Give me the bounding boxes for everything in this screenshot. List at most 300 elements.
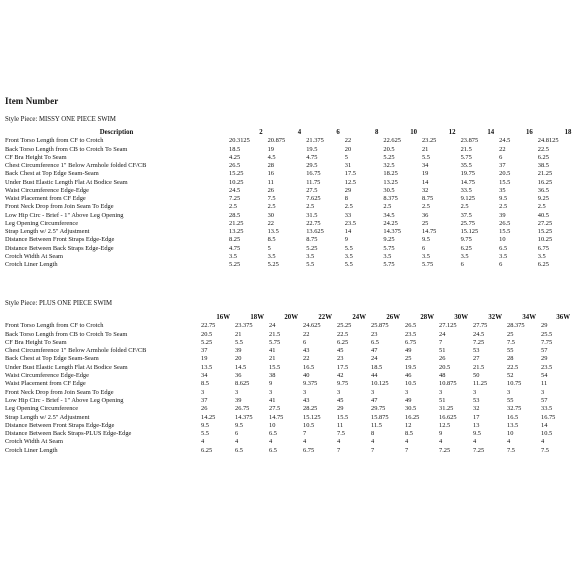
measurement-label: Front Torso Length from CF to Crotch (5, 137, 104, 145)
measurement-value: 6 (499, 153, 503, 161)
measurement-value: 20.5 (499, 170, 511, 178)
measurement-value: 19.5 (306, 145, 318, 153)
measurement-value: 15.875 (371, 413, 389, 421)
measurement-value: 22.5 (537, 145, 549, 153)
measurement-value: 20.5 (201, 330, 213, 338)
measurement-value: 21.25 (537, 170, 553, 178)
measurement-value: 22 (267, 219, 274, 227)
measurement-value: 4 (303, 438, 307, 446)
measurement-value: 9.5 (499, 195, 508, 202)
size-header: 4 (297, 129, 302, 136)
measurement-value: 37 (499, 162, 506, 169)
measurement-value: 3 (371, 388, 375, 396)
measurement-value: 3.5 (229, 252, 238, 260)
measurement-value: 44 (371, 372, 378, 380)
measurement-label: Back Chest at Top Edge Seam-Seam (5, 355, 99, 363)
measurement-value: 55 (507, 347, 514, 355)
measurement-value: 28.25 (303, 405, 318, 413)
measurement-value: 19 (267, 145, 274, 153)
measurement-value: 9.25 (383, 236, 395, 244)
measurement-value: 17.5 (337, 363, 349, 371)
measurement-value: 2.5 (267, 203, 276, 211)
measurement-value: 5.75 (383, 244, 395, 252)
measurement-value: 16.625 (439, 413, 457, 421)
measurement-value: 23.5 (541, 363, 553, 371)
measurement-label: Under Bust Elastic Length Flat At Bodice Seam (5, 178, 128, 186)
table-row (4, 430, 574, 438)
measurement-value: 3 (303, 388, 307, 396)
table-row (4, 236, 575, 244)
measurement-value: 42 (337, 372, 344, 380)
measurement-value: 9.375 (303, 380, 318, 388)
measurement-value: 25 (405, 355, 412, 363)
measurement-value: 26 (201, 405, 208, 413)
measurement-value: 26 (439, 355, 446, 363)
measurement-value: 7 (371, 446, 375, 454)
measurement-value: 11 (267, 178, 274, 186)
measurement-value: 3.5 (383, 252, 392, 260)
measurement-value: 9 (344, 236, 348, 244)
size-header: 34W (522, 314, 536, 321)
measurement-label: Chest Circumference 1" Below Armhole folded CF/CB (5, 162, 147, 169)
measurement-value: 13.5 (267, 228, 279, 235)
measurement-value: 4 (337, 438, 341, 446)
measurement-value: 10.5 (541, 430, 553, 438)
size-header: 36W (556, 314, 570, 321)
measurement-value: 23.375 (235, 322, 253, 330)
measurement-value: 13 (473, 421, 480, 429)
measurement-value: 7.25 (473, 338, 485, 346)
measurement-value: 20 (344, 145, 352, 153)
measurement-value: 41 (269, 347, 276, 355)
measurement-value: 30 (267, 211, 274, 219)
measurement-value: 25 (507, 330, 514, 338)
table-row (4, 228, 575, 236)
measurement-value: 6 (421, 244, 426, 252)
measurement-value: 54 (541, 372, 548, 380)
measurement-value: 3.5 (460, 252, 469, 260)
measurement-value: 19 (421, 170, 429, 178)
measurement-label: Distance Between Back Straps Edge-Edge (5, 244, 114, 252)
measurement-value: 10.875 (439, 380, 457, 388)
measurement-value: 25 (421, 219, 429, 227)
size-header: 12 (448, 129, 456, 136)
table-row (4, 389, 574, 397)
measurement-label: Front Torso Length from CF to Crotch (5, 322, 104, 330)
measurement-value: 26.5 (499, 219, 511, 227)
measurement-value: 2.5 (537, 203, 546, 211)
measurement-value: 14.375 (235, 413, 253, 421)
measurement-value: 37.5 (460, 211, 472, 219)
measurement-value: 49 (405, 347, 412, 355)
measurement-value: 4 (371, 438, 375, 446)
measurement-value: 23.5 (344, 219, 356, 227)
measurement-value: 8.625 (235, 380, 250, 388)
measurement-value: 36 (421, 211, 429, 219)
measurement-value: 7.25 (229, 195, 241, 202)
measurement-label: Distance Between Front Straps Edge-Edge (5, 421, 115, 429)
measurement-value: 21.25 (229, 219, 244, 227)
measurement-value: 16 (267, 170, 274, 178)
measurement-label: Crotch Liner Length (5, 261, 58, 268)
measurement-value: 6.5 (269, 430, 277, 438)
measurement-value: 9.75 (460, 236, 472, 244)
measurement-value: 11.25 (473, 380, 488, 388)
measurement-value: 9.5 (421, 236, 430, 244)
table-row (4, 372, 574, 380)
measurement-value: 3 (201, 388, 205, 396)
measurement-value: 5 (344, 153, 348, 161)
measurement-value: 5.5 (421, 153, 430, 161)
measurement-value: 5.75 (383, 261, 395, 268)
measurement-value: 6.5 (371, 338, 379, 346)
missy-size-table (4, 129, 575, 269)
measurement-value: 6.75 (303, 446, 315, 454)
measurement-value: 9 (269, 380, 273, 388)
measurement-value: 4 (541, 438, 545, 446)
measurement-value: 22 (499, 145, 506, 153)
measurement-value: 11 (541, 380, 548, 388)
measurement-value: 23.875 (460, 137, 479, 145)
measurement-value: 24.625 (303, 322, 321, 330)
measurement-value: 11.75 (306, 178, 321, 186)
measurement-value: 39 (499, 211, 506, 219)
measurement-value: 6 (235, 430, 239, 438)
measurement-value: 9.5 (473, 430, 481, 438)
measurement-value: 21 (235, 330, 242, 338)
measurement-value: 36 (235, 372, 242, 380)
measurement-value: 6.5 (269, 446, 277, 454)
measurement-value: 28.5 (229, 211, 241, 219)
measurement-value: 3 (439, 388, 443, 396)
measurement-label: Crotch Width At Seam (5, 252, 64, 260)
measurement-value: 24.25 (383, 219, 398, 227)
measurement-value: 2.5 (229, 203, 238, 211)
measurement-value: 14.75 (460, 178, 475, 186)
measurement-value: 12.5 (344, 178, 356, 186)
measurement-value: 37 (201, 396, 208, 404)
measurement-value: 16.75 (541, 413, 556, 421)
measurement-value: 7.5 (541, 446, 549, 454)
description-header (4, 314, 200, 322)
measurement-value: 33.5 (541, 405, 553, 413)
measurement-value: 15.25 (229, 170, 244, 178)
measurement-value: 33.5 (460, 186, 472, 194)
size-header: 8 (374, 129, 379, 136)
measurement-value: 29 (344, 186, 352, 194)
item-number-heading: Item Number (5, 96, 59, 106)
measurement-value: 53 (473, 347, 480, 355)
measurement-value: 26.5 (405, 322, 417, 330)
measurement-value: 15.5 (269, 363, 281, 371)
measurement-value: 33 (344, 211, 352, 219)
measurement-value: 32 (421, 186, 429, 194)
table-row (4, 261, 575, 269)
size-header: 20W (284, 314, 298, 321)
measurement-value: 51 (439, 396, 446, 404)
measurement-value: 13.5 (201, 363, 213, 371)
measurement-value: 2.5 (344, 203, 353, 211)
measurement-value: 8.25 (229, 236, 241, 244)
measurement-value: 57 (541, 396, 548, 404)
measurement-value: 37 (201, 347, 208, 355)
measurement-value: 9.5 (201, 421, 209, 429)
measurement-label: Distance Between Front Straps Edge-Edge (5, 236, 115, 244)
measurement-value: 23.5 (405, 330, 417, 338)
measurement-label: Leg Opening Circumference (5, 219, 79, 227)
measurement-value: 20.3125 (229, 137, 250, 145)
measurement-value: 26 (267, 186, 274, 194)
measurement-label: Distance Between Back Straps-PLUS Edge-Edge (5, 430, 132, 438)
measurement-value: 45 (337, 396, 344, 404)
measurement-value: 17 (473, 413, 480, 421)
measurement-value: 3.5 (499, 252, 508, 260)
measurement-value: 5.25 (229, 261, 241, 268)
measurement-value: 4 (269, 438, 273, 446)
measurement-value: 45 (337, 347, 344, 355)
measurement-value: 26.5 (229, 162, 241, 169)
measurement-value: 18.5 (229, 145, 241, 153)
measurement-value: 13.5 (507, 421, 519, 429)
measurement-label: CF Bra Height To Seam (5, 338, 67, 346)
measurement-value: 10.125 (371, 380, 389, 388)
measurement-label: Back Chest at Top Edge Seam-Seam (5, 170, 99, 178)
table-row (4, 146, 575, 154)
measurement-value: 8.75 (421, 195, 434, 202)
measurement-value: 29.5 (306, 162, 318, 169)
measurement-value: 2.5 (306, 203, 315, 211)
size-header: 30W (454, 314, 468, 321)
measurement-label: Front Neck Drop from Join Seam To Edge (5, 388, 114, 396)
table-row (4, 170, 575, 178)
measurement-value: 4.75 (306, 153, 318, 161)
measurement-value: 31.25 (439, 405, 454, 413)
measurement-value: 4.5 (267, 153, 276, 161)
measurement-value: 23.25 (421, 137, 437, 145)
measurement-value: 15.5 (499, 228, 511, 235)
table-row (4, 195, 575, 203)
size-header: 2 (259, 129, 263, 136)
measurement-value: 3.5 (306, 252, 315, 260)
measurement-value: 43 (303, 396, 310, 404)
measurement-value: 27.5 (306, 186, 318, 194)
measurement-value: 15.125 (303, 413, 321, 421)
measurement-value: 28 (267, 162, 274, 169)
measurement-value: 8.5 (267, 236, 276, 244)
measurement-value: 24 (371, 355, 378, 363)
measurement-value: 8.5 (201, 380, 209, 388)
measurement-value: 16.25 (405, 413, 420, 421)
measurement-value: 7.75 (541, 338, 553, 346)
measurement-value: 32 (473, 405, 480, 413)
plus-style-label: Style Piece: PLUS ONE PIECE SWIM (5, 300, 113, 307)
measurement-value: 22.75 (201, 322, 216, 330)
size-header: 24W (352, 314, 366, 321)
measurement-value: 55 (507, 396, 514, 404)
measurement-value: 4 (201, 438, 205, 446)
measurement-value: 4.75 (229, 244, 241, 252)
measurement-value: 39 (235, 347, 242, 355)
measurement-value: 16.25 (537, 178, 553, 186)
measurement-value: 3 (337, 388, 341, 396)
table-row (4, 212, 575, 220)
measurement-value: 34 (421, 162, 429, 169)
measurement-value: 3.5 (537, 252, 546, 260)
measurement-value: 28 (507, 355, 514, 363)
measurement-label: Waist Circumference Edge-Edge (5, 186, 89, 194)
measurement-value: 7 (405, 446, 409, 454)
measurement-value: 4 (235, 438, 239, 446)
measurement-value: 17.5 (344, 170, 356, 178)
measurement-value: 24.5 (499, 137, 511, 145)
measurement-value: 28.375 (507, 322, 525, 330)
measurement-value: 49 (405, 396, 412, 404)
measurement-value: 10 (507, 430, 514, 438)
measurement-label: Leg Opening Circumference (5, 405, 79, 413)
table-row (4, 245, 575, 253)
table-row (4, 447, 574, 455)
table-row (4, 322, 574, 330)
measurement-value: 7.25 (473, 446, 485, 454)
measurement-label: Low Hip Circ - Brief - 1" Above Leg Opening (5, 211, 124, 219)
measurement-value: 4.25 (229, 153, 241, 161)
size-header: 22W (318, 314, 332, 321)
measurement-value: 4 (405, 438, 409, 446)
measurement-value: 5.25 (267, 261, 279, 268)
measurement-value: 22.5 (507, 363, 519, 371)
measurement-value: 47 (371, 396, 378, 404)
measurement-value: 43 (303, 347, 310, 355)
measurement-value: 14 (421, 178, 429, 186)
measurement-value: 5 (267, 244, 271, 252)
measurement-value: 25.75 (460, 219, 475, 227)
measurement-value: 3 (541, 388, 545, 396)
measurement-value: 10.25 (537, 236, 553, 244)
table-row (4, 339, 574, 347)
table-row (4, 154, 575, 162)
measurement-value: 19.5 (405, 363, 417, 371)
measurement-value: 21.375 (306, 137, 324, 145)
measurement-value: 3.5 (267, 252, 276, 260)
measurement-value: 38 (269, 372, 276, 380)
measurement-value: 21.5 (460, 145, 472, 153)
measurement-value: 8.375 (383, 195, 398, 202)
size-header: 10 (410, 129, 417, 136)
measurement-value: 20.5 (439, 363, 451, 371)
measurement-value: 3 (235, 388, 239, 396)
measurement-value: 29.75 (371, 405, 386, 413)
measurement-value: 30.5 (383, 186, 395, 194)
table-row (4, 438, 574, 446)
description-header: Description (99, 129, 134, 136)
size-header: 16W (216, 314, 230, 321)
measurement-value: 24.8125 (537, 137, 559, 145)
measurement-value: 9 (439, 430, 443, 438)
measurement-value: 5.5 (306, 261, 315, 268)
measurement-value: 2.5 (383, 203, 392, 211)
measurement-value: 21.5 (473, 363, 485, 371)
measurement-label: Back Torso Length from CB to Crotch To Seam (5, 330, 128, 338)
measurement-value: 5.25 (383, 153, 395, 161)
measurement-label: Crotch Liner Length (5, 446, 58, 454)
measurement-value: 14 (344, 228, 352, 235)
measurement-value: 6 (460, 261, 464, 268)
measurement-value: 10.75 (507, 380, 522, 388)
measurement-value: 32.75 (507, 405, 522, 413)
measurement-value: 39 (235, 396, 242, 404)
measurement-value: 7 (303, 430, 307, 438)
measurement-value: 50 (473, 372, 480, 380)
table-row (4, 331, 574, 339)
measurement-label: Under Bust Elastic Length Flat At Bodice Seam (5, 363, 128, 371)
size-header: 6 (336, 129, 340, 136)
measurement-value: 3 (269, 388, 273, 396)
measurement-value: 6.25 (337, 338, 349, 346)
measurement-value: 14.75 (421, 228, 437, 235)
measurement-value: 3 (507, 388, 511, 396)
table-row (4, 364, 574, 372)
measurement-value: 5.25 (201, 338, 213, 346)
measurement-value: 22 (303, 355, 310, 363)
measurement-value: 47 (371, 347, 378, 355)
measurement-value: 29 (541, 322, 548, 330)
measurement-value: 15.25 (537, 228, 553, 235)
plus-size-table (4, 314, 574, 455)
measurement-value: 6 (303, 338, 307, 346)
measurement-value: 21 (421, 145, 429, 153)
measurement-value: 19 (201, 355, 208, 363)
measurement-value: 3.5 (421, 252, 430, 260)
measurement-value: 16.75 (306, 170, 321, 178)
measurement-value: 20 (235, 355, 242, 363)
measurement-value: 11.5 (371, 421, 382, 429)
table-row (4, 187, 575, 195)
measurement-value: 2.5 (499, 203, 508, 211)
measurement-value: 31.5 (306, 211, 318, 219)
measurement-value: 12 (405, 421, 412, 429)
measurement-value: 40.5 (537, 211, 549, 219)
measurement-value: 27.75 (473, 322, 488, 330)
measurement-value: 15.5 (499, 178, 511, 186)
measurement-value: 5.75 (269, 338, 281, 346)
measurement-value: 9.5 (235, 421, 243, 429)
measurement-label: Chest Circumference 1" Below Armhole folded CF/CB (5, 347, 147, 355)
measurement-value: 6.25 (537, 261, 549, 268)
table-row (4, 414, 574, 422)
measurement-value: 24 (439, 330, 446, 338)
table-row (4, 179, 575, 187)
measurement-value: 31 (344, 162, 352, 169)
measurement-value: 10.5 (303, 421, 315, 429)
measurement-value: 16.5 (303, 363, 315, 371)
measurement-value: 21 (269, 355, 276, 363)
measurement-value: 5.5 (235, 338, 243, 346)
measurement-label: Waist Circumference Edge-Edge (5, 372, 89, 380)
measurement-value: 30.5 (405, 405, 417, 413)
measurement-value: 22.625 (383, 137, 401, 145)
measurement-value: 35.5 (460, 162, 472, 169)
table-row (4, 397, 574, 405)
measurement-value: 14.375 (383, 228, 401, 235)
measurement-value: 40 (303, 372, 310, 380)
measurement-value: 5.25 (306, 244, 318, 252)
measurement-label: Waist Placement from CF Edge (5, 380, 86, 388)
measurement-value: 10 (499, 236, 506, 244)
measurement-value: 6.25 (460, 244, 472, 252)
size-header: 32W (488, 314, 502, 321)
measurement-value: 6 (499, 261, 503, 268)
measurement-value: 57 (541, 347, 548, 355)
